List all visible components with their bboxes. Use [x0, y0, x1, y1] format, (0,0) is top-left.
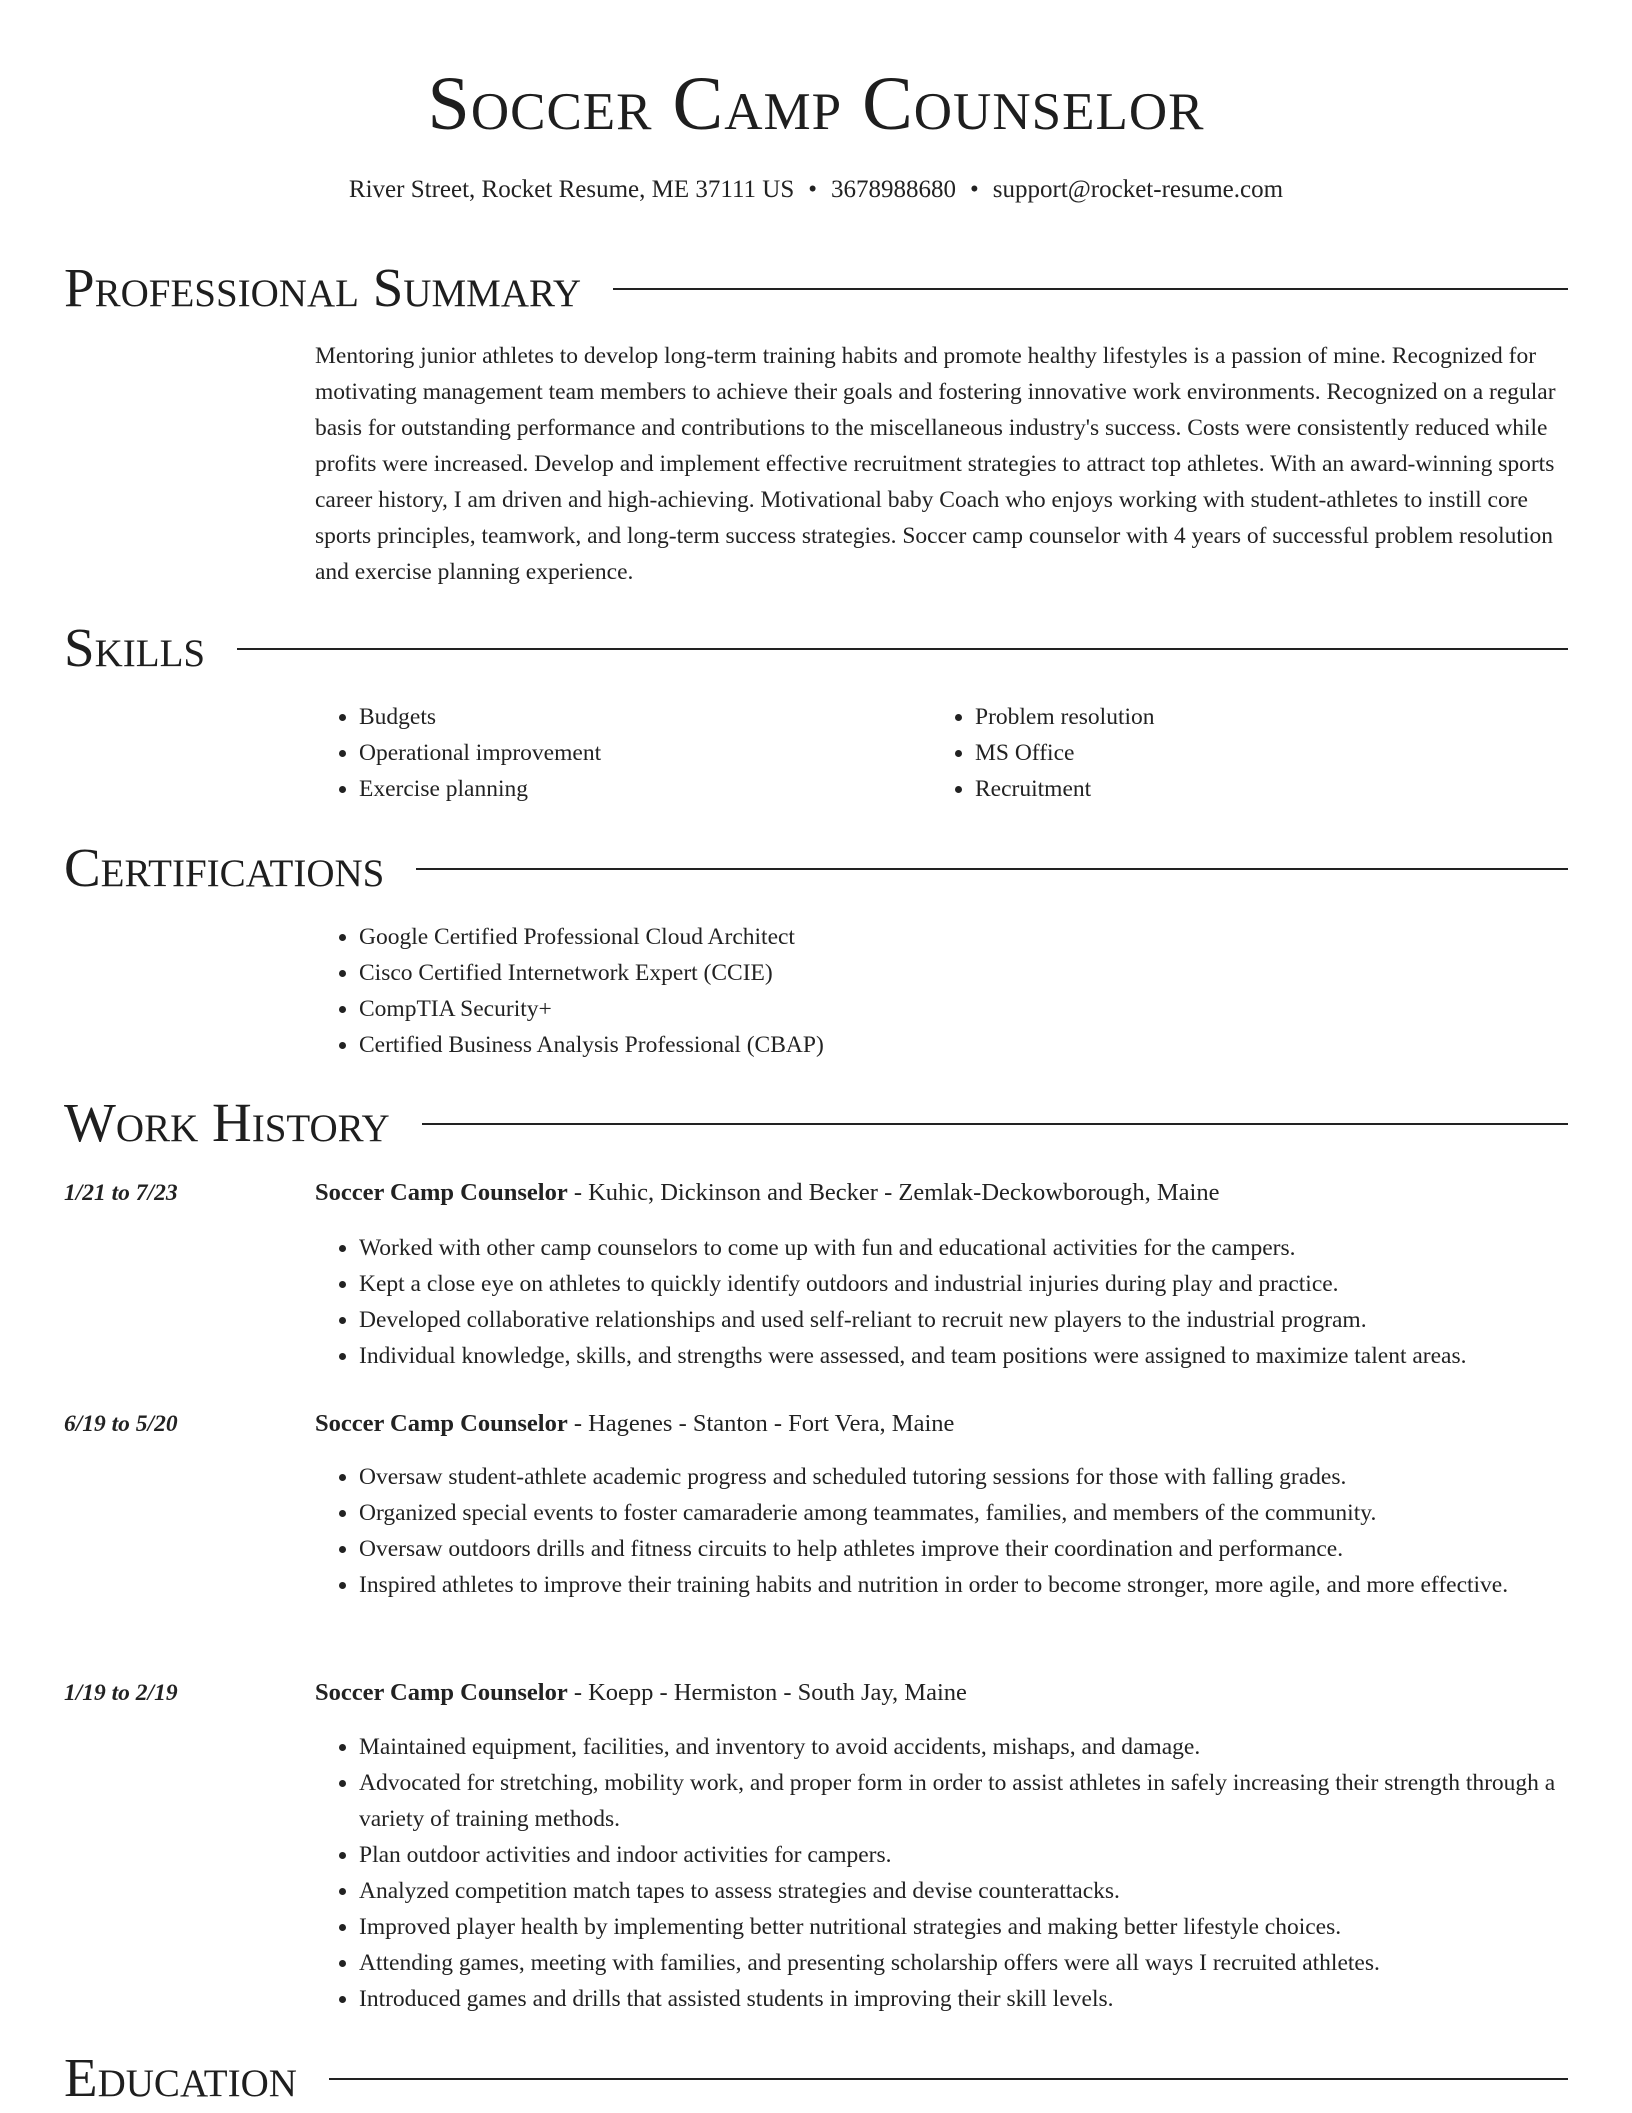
- job-title-line: [315, 1675, 1570, 1711]
- job-bullet: • Maintained equipment, facilities, and inventory to avoid accidents, mishaps, and damage.: [359, 1729, 1570, 1765]
- section-divider: [237, 648, 1568, 650]
- skills-list: [315, 699, 915, 807]
- job-bullet: • Advocated for stretching, mobility work, and proper form in order to assist athletes in safely increasing their strength through a variety of training methods.: [359, 1765, 1570, 1837]
- skills-list: [931, 699, 1531, 807]
- job-title-line: [315, 1406, 1570, 1442]
- job-bullet: • Kept a close eye on athletes to quickly identify outdoors and industrial injuries during play and practice.: [359, 1266, 1570, 1302]
- skill-item: • Budgets: [359, 699, 915, 735]
- job-bullet: • Analyzed competition match tapes to assess strategies and devise counterattacks.: [359, 1873, 1570, 1909]
- skills-heading: Skills: [64, 617, 206, 678]
- education-section-header: [64, 2043, 1568, 2113]
- job-bullet: • Oversaw outdoors drills and fitness circuits to help athletes improve their coordination and performance.: [359, 1531, 1570, 1567]
- job-bullet: • Developed collaborative relationships and used self-reliant to recruit new players to the industrial program.: [359, 1302, 1570, 1338]
- job-role: Soccer Camp Counselor: [315, 1679, 568, 1706]
- skills-column-right: [931, 699, 1531, 807]
- skill-item: • MS Office: [975, 735, 1531, 771]
- certification-item: • Google Certified Professional Cloud Architect: [359, 919, 1565, 955]
- certifications-heading: Certifications: [64, 837, 385, 898]
- skills-column-left: [315, 699, 915, 807]
- summary-section-header: [64, 253, 1568, 323]
- skill-item: • Recruitment: [975, 771, 1531, 807]
- work-section-header: [64, 1088, 1568, 1158]
- job-role: Soccer Camp Counselor: [315, 1179, 568, 1206]
- section-divider: [613, 288, 1568, 290]
- job-bullet: • Attending games, meeting with families, and presenting scholarship offers were all ways I recruited athletes.: [359, 1945, 1570, 1981]
- certification-item: • CompTIA Security+: [359, 991, 1565, 1027]
- job-employer: - Hagenes - Stanton - Fort Vera, Maine: [567, 1410, 955, 1437]
- job-bullets: [315, 1459, 1570, 1603]
- section-divider: [422, 1123, 1568, 1125]
- skills-section-header: [64, 613, 1568, 683]
- job-bullets: [315, 1230, 1570, 1374]
- job-dates: 6/19 to 5/20: [64, 1411, 178, 1437]
- work-heading: Work History: [64, 1092, 390, 1153]
- job-bullet: • Introduced games and drills that assisted students in improving their skill levels.: [359, 1981, 1570, 2017]
- job-bullet: • Oversaw student-athlete academic progress and scheduled tutoring sessions for those with falling grades.: [359, 1459, 1570, 1495]
- resume-name: Soccer Camp Counselor: [427, 62, 1205, 146]
- certifications-list: [315, 919, 1565, 1063]
- job-dates: 1/21 to 7/23: [64, 1180, 178, 1206]
- certification-item: • Cisco Certified Internetwork Expert (CCIE): [359, 955, 1565, 991]
- job-employer: - Koepp - Hermiston - South Jay, Maine: [567, 1679, 967, 1706]
- skill-item: • Operational improvement: [359, 735, 915, 771]
- certifications-section-header: [64, 833, 1568, 903]
- job-bullet: • Inspired athletes to improve their training habits and nutrition in order to become stronger, more agile, and more effective.: [359, 1567, 1570, 1603]
- section-divider: [416, 868, 1568, 870]
- skill-item: • Exercise planning: [359, 771, 915, 807]
- summary-heading: Professional Summary: [64, 257, 582, 318]
- job-bullet: • Plan outdoor activities and indoor activities for campers.: [359, 1837, 1570, 1873]
- skill-item: • Problem resolution: [975, 699, 1531, 735]
- education-heading: Education: [64, 2047, 297, 2108]
- email: support@rocket-resume.com: [992, 176, 1284, 203]
- contact-separator: •: [970, 176, 979, 203]
- job-role: Soccer Camp Counselor: [315, 1410, 568, 1437]
- phone: 3678988680: [831, 176, 956, 203]
- job-bullets: [315, 1729, 1570, 2017]
- certification-item: • Certified Business Analysis Professional (CBAP): [359, 1027, 1565, 1063]
- job-title-line: [315, 1175, 1570, 1211]
- contact-separator: •: [808, 176, 817, 203]
- summary-text: Mentoring junior athletes to develop long-term training habits and promote healthy lifestyles is a passion of mine. Recognized for motivating management team members to achieve their goals and fostering innovative work environments. Recognized on a regular basis for outstanding performance and contributions to the miscellaneous industry's success. Costs were consistently reduced while profits were increased. Develop and implement effective recruitment strategies to attract top athletes. With an award-winning sports career history, I am driven and high-achieving. Motivational baby Coach who enjoys working with student-athletes to instill core sports principles, teamwork, and long-term success strategies. Soccer camp counselor with 4 years of successful problem resolution and exercise planning experience.: [315, 343, 1556, 585]
- job-dates: 1/19 to 2/19: [64, 1680, 178, 1706]
- job-bullet: • Improved player health by implementing better nutritional strategies and making better lifestyle choices.: [359, 1909, 1570, 1945]
- section-divider: [329, 2078, 1568, 2080]
- address: River Street, Rocket Resume, ME 37111 US: [348, 176, 795, 203]
- certifications-block: [315, 919, 1565, 1063]
- job-bullet: • Individual knowledge, skills, and strengths were assessed, and team positions were assigned to maximize talent areas.: [359, 1338, 1570, 1374]
- contact-line: [0, 173, 1632, 207]
- job-bullet: • Worked with other camp counselors to come up with fun and educational activities for the campers.: [359, 1230, 1570, 1266]
- job-bullet: • Organized special events to foster camaraderie among teammates, families, and members of the community.: [359, 1495, 1570, 1531]
- job-employer: - Kuhic, Dickinson and Becker - Zemlak-Deckowborough, Maine: [567, 1179, 1220, 1206]
